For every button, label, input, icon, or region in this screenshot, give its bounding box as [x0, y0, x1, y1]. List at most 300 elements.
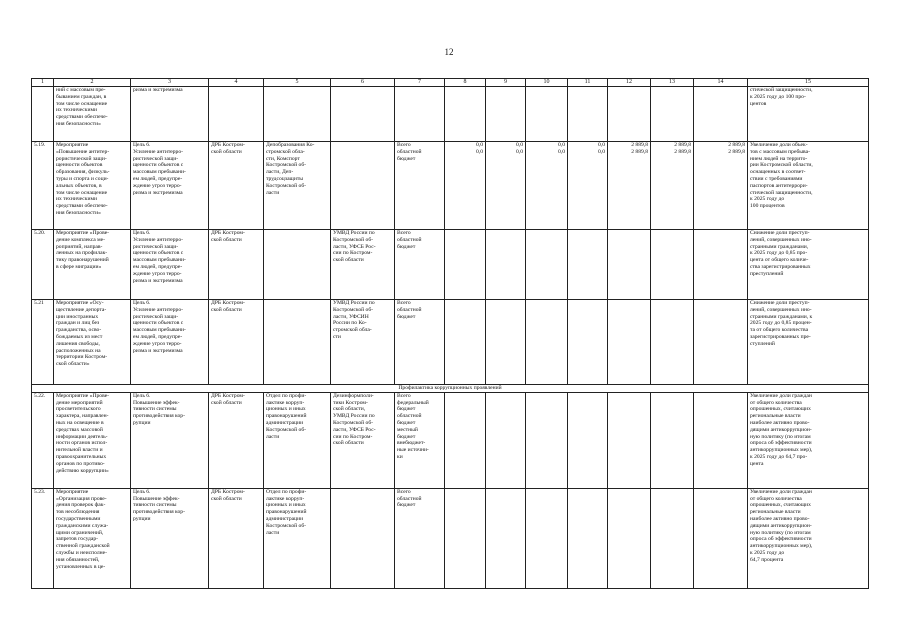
header-cell: 6	[331, 79, 395, 87]
cell-line: России по Ко-	[333, 320, 367, 327]
cell-line: рии Костромской области,	[750, 162, 813, 169]
cell-line: рупции	[133, 515, 151, 522]
cell-line: государственными	[56, 515, 101, 522]
cell-c11	[568, 142, 608, 230]
cell-line: их техническими	[56, 107, 97, 114]
cell-line: Увеличение доли граждан	[750, 392, 812, 399]
cell-line: наиболее активно прово-	[750, 515, 810, 522]
program-table	[31, 78, 869, 589]
cell-line: противодействия кор-	[133, 509, 185, 516]
cell-c9	[486, 87, 526, 142]
cell-line: паспортов антитеррори-	[750, 182, 808, 189]
cell-c14	[694, 488, 748, 588]
cell-c7	[395, 488, 445, 588]
cell-line: Костромской об-	[333, 419, 374, 426]
cell-line: быванием граждан, в	[56, 93, 107, 100]
cell-line: антикоррупционных мер),	[750, 543, 813, 550]
table-row	[32, 300, 869, 385]
cell-c9	[486, 142, 526, 230]
cell-line: тику правонарушений	[56, 257, 109, 264]
cell-line: действию коррупции»	[56, 467, 109, 474]
cell-c14	[694, 230, 748, 300]
cell-c9	[486, 300, 526, 385]
cell-line: сти	[333, 333, 341, 340]
section-title: Профилактика коррупционных проявлений	[32, 385, 869, 393]
cell-line: преступлений	[750, 270, 784, 277]
cell-line: ской области,	[333, 406, 366, 413]
cell-line: 2 889,8	[728, 142, 745, 148]
cell-line: ристической защи-	[133, 313, 179, 320]
header-cell: 7	[395, 79, 445, 87]
cell-line: «Организация прове-	[56, 495, 107, 502]
cell-line: 0,0	[516, 142, 523, 148]
cell-line: щенности объектов с	[133, 250, 184, 257]
cell-line: областной	[397, 148, 422, 155]
cell-line: органов по противо-	[56, 460, 105, 467]
cell-c15	[748, 87, 869, 142]
cell-c8	[445, 300, 486, 385]
cell-c2	[54, 392, 131, 488]
cell-line: Всего	[397, 392, 411, 399]
cell-line: Костромской об-	[266, 182, 307, 189]
cell-line: нием людей на террито-	[750, 155, 808, 162]
cell-line: ласти	[266, 433, 280, 440]
cell-line: ности органов испол-	[56, 440, 108, 447]
cell-line: гражданства, осво-	[56, 327, 102, 334]
cell-c10	[526, 488, 568, 588]
cell-c12	[608, 300, 651, 385]
cell-line: 2 889,8	[631, 148, 648, 155]
cell-line: Мероприятие	[56, 488, 89, 495]
cell-line: образования, физкуль-	[56, 169, 110, 176]
cell-c5	[264, 300, 331, 385]
cell-line: опроса об эффективности	[750, 536, 812, 543]
cell-line: 0,0	[516, 148, 523, 155]
cell-line: ДРБ Костром-	[211, 300, 245, 306]
cell-c6	[331, 488, 395, 588]
cell-line: ем людей, предупре-	[133, 263, 183, 270]
cell-line: ствии с требованиями	[750, 175, 803, 182]
cell-line: бюджет	[397, 243, 416, 250]
cell-line: ждение угроз терро-	[133, 340, 182, 347]
cell-c11	[568, 230, 608, 300]
cell-c10	[526, 392, 568, 488]
cell-c8	[445, 87, 486, 142]
cell-c13	[651, 142, 694, 230]
header-cell: 4	[209, 79, 264, 87]
cell-line: бюджет	[397, 313, 416, 320]
cell-line: 100 процентов	[750, 203, 785, 210]
cell-line: цента	[750, 460, 764, 467]
cell-c12	[608, 87, 651, 142]
cell-line: просветительского	[56, 406, 101, 413]
cell-line: УМВД России по	[333, 300, 375, 306]
cell-line: сти, Комспорт	[266, 155, 300, 162]
cell-line: Цель 6.	[133, 300, 151, 306]
cell-line: Увеличение доли объек-	[750, 142, 808, 148]
cell-line: ской области	[211, 236, 242, 243]
cell-c13	[651, 230, 694, 300]
cell-line: Всего	[397, 488, 411, 495]
cell-line: территории Костром-	[56, 354, 108, 361]
cell-line: сии по Костром-	[333, 433, 373, 440]
header-row	[32, 79, 869, 87]
cell-c6	[331, 392, 395, 488]
cell-line: бюджет	[397, 406, 416, 413]
cell-c12	[608, 230, 651, 300]
cell-line: ласти	[266, 189, 280, 196]
cell-c2	[54, 488, 131, 588]
cell-line: бождаемых из мест	[56, 333, 103, 340]
cell-c5	[264, 142, 331, 230]
cell-line: ризма и экстремизма	[133, 87, 183, 93]
cell-line: опрошенных, считающих	[750, 502, 811, 509]
cell-c8	[445, 142, 486, 230]
header-cell: 2	[54, 79, 131, 87]
cell-c7	[395, 392, 445, 488]
cell-line: Мероприятие «Осу-	[56, 300, 104, 306]
cell-line: ществление депорта-	[56, 306, 107, 313]
cell-line: дение мероприятий	[56, 399, 103, 406]
cell-c5	[264, 488, 331, 588]
cell-line: ную политику (по итогам	[750, 433, 811, 440]
cell-c15	[748, 142, 869, 230]
cell-line: Цель 6.	[133, 230, 151, 236]
cell-c14	[694, 87, 748, 142]
cell-line: установленных в це-	[56, 563, 106, 570]
cell-line: к 2025 году до	[750, 549, 785, 556]
cell-c8	[445, 488, 486, 588]
cell-line: ния безопасности»	[56, 120, 101, 127]
cell-line: региональные власти	[750, 413, 801, 420]
cell-line: массовым пребывани-	[133, 257, 186, 264]
cell-line: к 2025 году до 64,7 про-	[750, 453, 808, 460]
cell-line: ДРБ Костром-	[211, 142, 245, 148]
cell-line: противодействия кор-	[133, 413, 185, 420]
cell-c4	[209, 142, 264, 230]
header-cell: 11	[568, 79, 608, 87]
cell-line: ризма и экстремизма	[133, 189, 183, 196]
row-number-cell: 5.19.	[32, 142, 54, 230]
cell-line: «Повышение антитер-	[56, 148, 110, 155]
cell-c10	[526, 300, 568, 385]
cell-line: 0,0	[558, 148, 565, 155]
cell-c15	[748, 300, 869, 385]
cell-line: опроса об эффективности	[750, 440, 812, 447]
cell-line: УМВД России по	[333, 230, 375, 236]
cell-line: дение комплекса ме-	[56, 236, 106, 243]
cell-c6	[331, 300, 395, 385]
section-row	[32, 385, 869, 393]
cell-line: администрации	[266, 515, 304, 522]
cell-c14	[694, 300, 748, 385]
cell-c14	[694, 142, 748, 230]
cell-line: ции иностранных	[56, 313, 99, 320]
cell-line: УМВД России по	[333, 413, 375, 420]
cell-c10	[526, 87, 568, 142]
cell-line: дения проверок фак-	[56, 502, 106, 509]
cell-c11	[568, 87, 608, 142]
cell-c4	[209, 300, 264, 385]
cell-line: ласти, УФСБ Рос-	[333, 243, 376, 250]
cell-line: Костромской об-	[266, 426, 307, 433]
cell-line: тивности системы	[133, 502, 177, 509]
header-cell: 3	[131, 79, 209, 87]
cell-line: характера, направлен-	[56, 413, 109, 420]
cell-line: Увеличение доли граждан	[750, 488, 812, 495]
cell-c12	[608, 488, 651, 588]
cell-c10	[526, 230, 568, 300]
cell-c11	[568, 392, 608, 488]
cell-line: та от общего количества	[750, 327, 809, 334]
cell-line: ждение угроз терро-	[133, 182, 182, 189]
cell-c7	[395, 300, 445, 385]
cell-c13	[651, 392, 694, 488]
cell-line: ства зарегистрированных	[750, 263, 811, 270]
cell-line: ристической защи-	[133, 155, 179, 162]
cell-c14	[694, 392, 748, 488]
cell-line: оснащенных в соответ-	[750, 169, 806, 176]
row-number-cell	[32, 87, 54, 142]
cell-line: Цель 6.	[133, 142, 151, 148]
cell-line: Депобразования Ко-	[266, 142, 315, 148]
cell-line: региональные власти	[750, 509, 801, 516]
cell-line: службы и неисполне-	[56, 549, 107, 556]
cell-line: 2 889,8	[674, 142, 691, 148]
cell-line: бюджет	[397, 155, 416, 162]
table-row	[32, 392, 869, 488]
cell-line: 0,0	[476, 142, 483, 148]
cell-line: ки	[397, 453, 403, 460]
cell-line: щими ограничений,	[56, 529, 104, 536]
cell-c4	[209, 488, 264, 588]
cell-line: ристической защи-	[133, 243, 179, 250]
cell-line: дящими антикоррупцион-	[750, 426, 812, 433]
cell-c2	[54, 142, 131, 230]
table-row	[32, 488, 869, 588]
cell-line: ласти	[266, 529, 280, 536]
cell-c7	[395, 142, 445, 230]
cell-line: ем людей, предупре-	[133, 175, 183, 182]
cell-line: Мероприятие	[56, 142, 89, 148]
page-number: 12	[444, 47, 454, 57]
cell-line: опрошенных, считающих	[750, 406, 811, 413]
cell-line: ласти, УФСИН	[333, 313, 369, 320]
cell-line: странными гражданами,	[750, 243, 809, 250]
header-cell: 1	[32, 79, 54, 87]
cell-line: щенности объектов с	[133, 162, 184, 169]
header-cell: 10	[526, 79, 568, 87]
cell-c6	[331, 142, 395, 230]
row-number-cell: 5.21	[32, 300, 54, 385]
cell-line: администрации	[266, 419, 304, 426]
cell-line: информации деятель-	[56, 433, 108, 440]
cell-line: бюджет	[397, 502, 416, 509]
cell-line: расположенных на	[56, 347, 101, 354]
cell-line: федеральный	[397, 399, 429, 406]
cell-line: рористической защи-	[56, 155, 107, 162]
cell-c7	[395, 230, 445, 300]
cell-line: ласти, Деп-	[266, 169, 294, 176]
cell-c9	[486, 488, 526, 588]
cell-line: ДРБ Костром-	[211, 392, 245, 399]
cell-c5	[264, 230, 331, 300]
cell-c13	[651, 488, 694, 588]
cell-line: стромской обла-	[266, 148, 305, 155]
cell-line: их техническими	[56, 196, 97, 203]
cell-line: областной	[397, 495, 422, 502]
cell-line: лишения свободы,	[56, 340, 100, 347]
cell-line: Костромской об-	[266, 522, 307, 529]
cell-line: ем людей, предупре-	[133, 333, 183, 340]
cell-line: Повышение эффек-	[133, 495, 180, 502]
cell-line: ные источни-	[397, 447, 429, 454]
cell-line: средствах массовой	[56, 426, 103, 433]
cell-c6	[331, 230, 395, 300]
cell-c15	[748, 230, 869, 300]
cell-line: том числе оснащение	[56, 189, 108, 196]
cell-line: Костромской об-	[333, 306, 374, 313]
cell-line: ласти, УФСБ Рос-	[333, 426, 376, 433]
cell-line: Мероприятие «Прове-	[56, 392, 110, 399]
cell-line: том числе оснащение	[56, 100, 108, 107]
cell-line: от общего количества	[750, 399, 802, 406]
cell-line: ской области	[333, 440, 364, 447]
cell-line: 2025 году до 0,85 процен-	[750, 320, 812, 327]
cell-line: массовым пребывани-	[133, 169, 186, 176]
cell-c7	[395, 87, 445, 142]
cell-line: средствами обеспече-	[56, 203, 108, 210]
cell-line: Усиление антитерро-	[133, 306, 184, 313]
header-cell: 15	[748, 79, 869, 87]
cell-line: тов с массовым пребыва-	[750, 148, 810, 155]
cell-line: граждан и лиц без	[56, 320, 100, 327]
cell-line: Дезинформполи-	[333, 392, 374, 399]
cell-line: наиболее активно прово-	[750, 419, 810, 426]
cell-line: к 2025 году до 0,85 про-	[750, 250, 808, 257]
cell-line: массовым пребывани-	[133, 327, 186, 334]
cell-c6	[331, 87, 395, 142]
cell-line: ных на освещение в	[56, 419, 104, 426]
cell-line: правонарушений	[266, 509, 307, 516]
cell-line: правонарушений	[266, 413, 307, 420]
cell-line: 0,0	[558, 142, 565, 148]
header-cell: 12	[608, 79, 651, 87]
cell-line: 0,0	[598, 142, 605, 148]
cell-line: бюджет	[397, 433, 416, 440]
cell-line: стической защищенности,	[750, 189, 813, 196]
cell-line: сии по Костром-	[333, 250, 373, 257]
cell-c3	[131, 142, 209, 230]
cell-line: средствами обеспече-	[56, 114, 108, 121]
cell-line: Цель 6.	[133, 392, 151, 399]
cell-line: Усиление антитерро-	[133, 236, 184, 243]
cell-c15	[748, 392, 869, 488]
cell-c5	[264, 392, 331, 488]
cell-c8	[445, 230, 486, 300]
cell-c13	[651, 87, 694, 142]
cell-line: стромской обла-	[333, 327, 372, 334]
header-cell: 14	[694, 79, 748, 87]
cell-line: Всего	[397, 230, 411, 236]
cell-c2	[54, 300, 131, 385]
cell-line: лений, совершенных ино-	[750, 236, 812, 243]
cell-line: Всего	[397, 142, 411, 148]
cell-line: зарегистрированных пре-	[750, 333, 811, 340]
cell-line: 0,0	[476, 148, 483, 155]
cell-line: ную политику (по итогам	[750, 529, 811, 536]
cell-line: альных объектов, в	[56, 182, 102, 189]
cell-line: ленных на профилак-	[56, 250, 108, 257]
cell-line: Костромской об-	[266, 162, 307, 169]
cell-line: ской области	[211, 399, 242, 406]
cell-line: Отдел по профи-	[266, 392, 307, 399]
cell-line: лактике корруп-	[266, 495, 305, 502]
cell-line: к 2025 году до	[750, 196, 785, 203]
row-number-cell: 5.20.	[32, 230, 54, 300]
cell-line: роприятий, направ-	[56, 243, 103, 250]
cell-c3	[131, 488, 209, 588]
cell-c4	[209, 87, 264, 142]
table-row	[32, 230, 869, 300]
cell-c8	[445, 392, 486, 488]
cell-c4	[209, 230, 264, 300]
cell-c9	[486, 392, 526, 488]
cell-line: к 2025 году до 100 про-	[750, 93, 806, 100]
cell-line: ской области	[211, 495, 242, 502]
cell-line: Цель 6.	[133, 488, 151, 495]
table-row	[32, 142, 869, 230]
cell-c12	[608, 142, 651, 230]
cell-c11	[568, 300, 608, 385]
cell-line: ДРБ Костром-	[211, 230, 245, 236]
row-number-cell: 5.22.	[32, 392, 54, 488]
cell-line: Мероприятие «Прове-	[56, 230, 110, 236]
cell-line: 2 889,8	[728, 148, 745, 155]
header-cell: 5	[264, 79, 331, 87]
cell-line: странными гражданами, к	[750, 313, 813, 320]
cell-line: тов несоблюдения	[56, 509, 100, 516]
cell-line: трудсоцзащиты	[266, 175, 304, 182]
cell-line: Костромской об-	[333, 236, 374, 243]
cell-line: ской области»	[56, 361, 90, 368]
cell-line: ДРБ Костром-	[211, 488, 245, 495]
row-number-cell: 5.23.	[32, 488, 54, 588]
cell-line: Снижение доли преступ-	[750, 230, 810, 236]
cell-line: ской области	[211, 148, 242, 155]
cell-c4	[209, 392, 264, 488]
cell-line: областной	[397, 236, 422, 243]
cell-line: тики Костром-	[333, 399, 368, 406]
cell-line: лений, совершенных ино-	[750, 306, 812, 313]
cell-line: 64,7 процента	[750, 556, 784, 563]
cell-line: запретов государ-	[56, 536, 99, 543]
cell-line: ния безопасности»	[56, 209, 101, 216]
cell-c9	[486, 230, 526, 300]
cell-line: щенности объектов с	[133, 320, 184, 327]
cell-line: ждение угроз терро-	[133, 270, 182, 277]
cell-line: цента от общего количе-	[750, 257, 809, 264]
cell-line: Повышение эффек-	[133, 399, 180, 406]
cell-line: ния обязанностей,	[56, 556, 100, 563]
cell-line: Усиление антитерро-	[133, 148, 184, 155]
cell-line: Всего	[397, 300, 411, 306]
cell-c2	[54, 87, 131, 142]
cell-line: правоохранительных	[56, 453, 107, 460]
cell-line: щенности объектов	[56, 162, 103, 169]
cell-c3	[131, 300, 209, 385]
cell-line: тивности системы	[133, 406, 177, 413]
